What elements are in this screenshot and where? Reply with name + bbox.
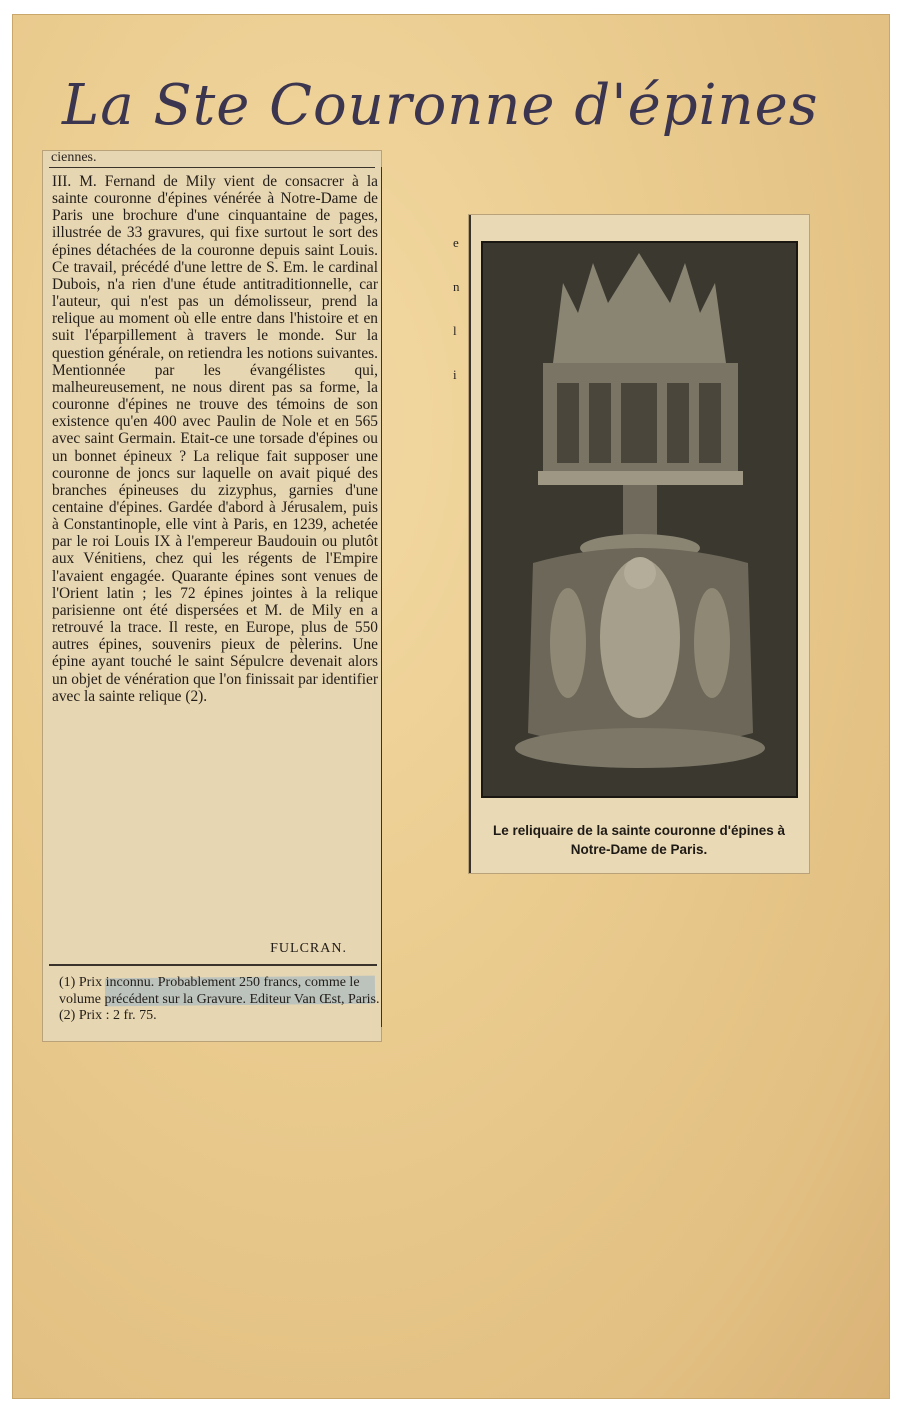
reliquary-photo	[481, 241, 798, 798]
cut-edge-letters: e n l i	[453, 235, 460, 382]
footnote-rule	[49, 964, 377, 966]
photo-caption: Le reliquaire de la sainte couronne d'épines à Notre-Dame de Paris.	[492, 823, 786, 857]
cut-top-text: ciennes.	[51, 150, 97, 165]
article-body: III. M. Fernand de Mily vient de consacrer à la sainte couronne d'épines vénérée à Notre-Dame de Paris une brochure d'une cinquantaine de pages, illustrée de 33 gravures, qui fixe surtout le sort des épines détachées de la couronne depuis saint Louis. Ce travail, précédé d'une lettre de S. Em. le cardinal Dubois, n'a rien d'une étude antitraditionnelle, car l'auteur, qui n'est pas un démolisseur, prend la relique au moment où elle entre dans l'histoire et en suit l'éparpillement à travers le monde. Sur la question générale, on retiendra les notions suivantes. Mentionnée par les évangélistes qui, malheureusement, ne nous dirent pas sa forme, la couronne d'épines ne trouve des témoins de son existence qu'en 400 avec Paulin de Nole et en 565 avec saint Germain. Etait-ce une torsade d'épines ou un bonnet épineux ? La relique fait supposer une couronne de joncs sur laquelle on avait piqué des branches épineuses du zizyphus, garnies d'une centaine d'épines. Gardée d'abord à Jérusalem, puis à Constantinople, elle vint à Paris, en 1239, achetée par le roi Louis IX à l'empereur Baudouin ou plutôt aux Vénitiens, chez qui les régents de l'Empire l'avaient engagée. Quarante épines sont venues de l'Orient latin ; les 72 épines jointes à la relique parisienne ont été dispersées et M. de Mily en a retrouvé la trace. Il reste, en Europe, plus de 550 autres épines, souvenirs pieux de pèlerins. Une épine ayant touché le saint Sépulcre devenait alors un objet de vénération que l'on finissait par identifier avec la sainte relique (2).	[52, 173, 378, 705]
reliquary-illustration	[483, 243, 796, 796]
column-rule	[381, 167, 382, 1027]
photo-clipping	[453, 214, 810, 874]
article-signature: FULCRAN.	[270, 941, 347, 956]
handwritten-title: La Ste Couronne d'épines	[62, 73, 819, 138]
scrapbook-page	[12, 14, 890, 1399]
top-rule	[49, 167, 375, 168]
footnotes: (1) Prix inconnu. Probablement 250 francs, comme le volume précédent sur la Gravure. Editeur Van Œst, Paris. (2) Prix : 2 fr. 75.	[59, 975, 380, 1023]
photo-column-rule	[469, 215, 471, 873]
article-clipping	[42, 150, 382, 1042]
